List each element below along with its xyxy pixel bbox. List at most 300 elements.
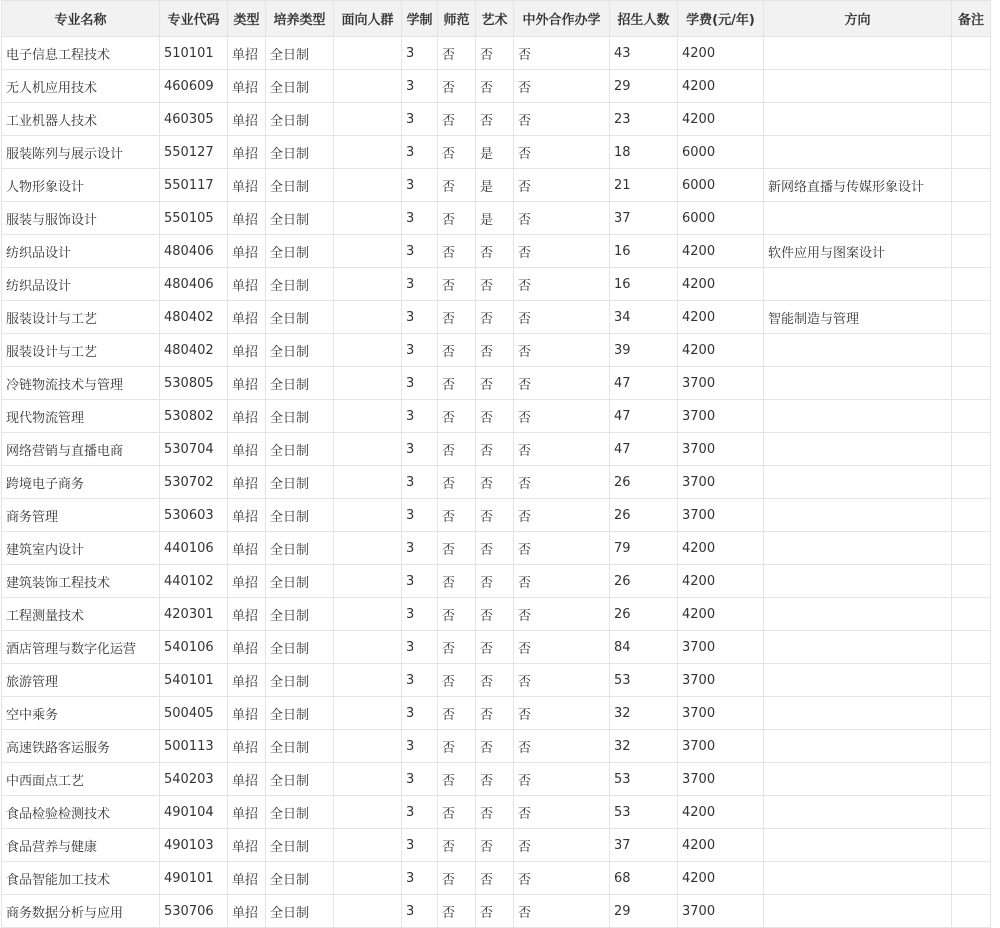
duration-cell: 3 — [402, 268, 438, 301]
direction-cell — [764, 367, 952, 400]
major-code-cell: 530704 — [160, 433, 228, 466]
duration-cell: 3 — [402, 136, 438, 169]
type-cell: 单招 — [228, 565, 266, 598]
major-code-cell: 540101 — [160, 664, 228, 697]
remarks-cell — [952, 103, 991, 136]
major-name-cell: 冷链物流技术与管理 — [2, 367, 160, 400]
target-group-cell — [334, 136, 402, 169]
remarks-cell — [952, 268, 991, 301]
sino-foreign-cell: 否 — [514, 400, 610, 433]
major-code-cell: 480402 — [160, 334, 228, 367]
major-code-cell: 420301 — [160, 598, 228, 631]
type-cell: 单招 — [228, 301, 266, 334]
study-mode-cell: 全日制 — [266, 202, 334, 235]
art-cell: 否 — [476, 532, 514, 565]
tuition-cell: 3700 — [678, 499, 764, 532]
duration-cell: 3 — [402, 829, 438, 862]
tuition-cell: 4200 — [678, 565, 764, 598]
target-group-cell — [334, 169, 402, 202]
major-code-cell: 540203 — [160, 763, 228, 796]
teacher-training-cell: 否 — [438, 70, 476, 103]
enrollment-cell: 29 — [610, 895, 678, 928]
enrollment-cell: 68 — [610, 862, 678, 895]
target-group-cell — [334, 499, 402, 532]
type-cell: 单招 — [228, 136, 266, 169]
table-row — [2, 631, 991, 664]
enrollment-cell: 29 — [610, 70, 678, 103]
art-cell: 否 — [476, 829, 514, 862]
type-cell: 单招 — [228, 598, 266, 631]
art-cell: 否 — [476, 895, 514, 928]
header-tuition: 学费(元/年) — [678, 1, 764, 37]
type-cell: 单招 — [228, 400, 266, 433]
tuition-cell: 4200 — [678, 334, 764, 367]
type-cell: 单招 — [228, 169, 266, 202]
sino-foreign-cell: 否 — [514, 103, 610, 136]
study-mode-cell: 全日制 — [266, 664, 334, 697]
study-mode-cell: 全日制 — [266, 268, 334, 301]
table-row — [2, 664, 991, 697]
duration-cell: 3 — [402, 334, 438, 367]
target-group-cell — [334, 730, 402, 763]
remarks-cell — [952, 466, 991, 499]
teacher-training-cell: 否 — [438, 664, 476, 697]
table-header — [2, 1, 991, 37]
duration-cell: 3 — [402, 895, 438, 928]
major-name-cell: 中西面点工艺 — [2, 763, 160, 796]
teacher-training-cell: 否 — [438, 367, 476, 400]
study-mode-cell: 全日制 — [266, 367, 334, 400]
duration-cell: 3 — [402, 37, 438, 70]
teacher-training-cell: 否 — [438, 730, 476, 763]
major-name-cell: 食品智能加工技术 — [2, 862, 160, 895]
enrollment-cell: 39 — [610, 334, 678, 367]
sino-foreign-cell: 否 — [514, 532, 610, 565]
table-row — [2, 37, 991, 70]
major-code-cell: 440106 — [160, 532, 228, 565]
study-mode-cell: 全日制 — [266, 697, 334, 730]
major-name-cell: 网络营销与直播电商 — [2, 433, 160, 466]
art-cell: 否 — [476, 763, 514, 796]
type-cell: 单招 — [228, 334, 266, 367]
direction-cell — [764, 796, 952, 829]
target-group-cell — [334, 433, 402, 466]
art-cell: 否 — [476, 598, 514, 631]
teacher-training-cell: 否 — [438, 433, 476, 466]
direction-cell — [764, 466, 952, 499]
major-code-cell: 490104 — [160, 796, 228, 829]
table-row — [2, 367, 991, 400]
teacher-training-cell: 否 — [438, 334, 476, 367]
sino-foreign-cell: 否 — [514, 334, 610, 367]
study-mode-cell: 全日制 — [266, 532, 334, 565]
major-name-cell: 纺织品设计 — [2, 268, 160, 301]
teacher-training-cell: 否 — [438, 598, 476, 631]
duration-cell: 3 — [402, 103, 438, 136]
target-group-cell — [334, 598, 402, 631]
table-row — [2, 466, 991, 499]
enrollment-cell: 79 — [610, 532, 678, 565]
remarks-cell — [952, 136, 991, 169]
study-mode-cell: 全日制 — [266, 763, 334, 796]
table-row — [2, 301, 991, 334]
type-cell: 单招 — [228, 895, 266, 928]
target-group-cell — [334, 400, 402, 433]
study-mode-cell: 全日制 — [266, 70, 334, 103]
table-row — [2, 499, 991, 532]
art-cell: 否 — [476, 37, 514, 70]
admissions-table — [1, 0, 991, 928]
target-group-cell — [334, 829, 402, 862]
sino-foreign-cell: 否 — [514, 235, 610, 268]
remarks-cell — [952, 499, 991, 532]
art-cell: 否 — [476, 499, 514, 532]
sino-foreign-cell: 否 — [514, 565, 610, 598]
tuition-cell: 6000 — [678, 169, 764, 202]
art-cell: 是 — [476, 136, 514, 169]
duration-cell: 3 — [402, 70, 438, 103]
tuition-cell: 4200 — [678, 268, 764, 301]
teacher-training-cell: 否 — [438, 37, 476, 70]
enrollment-cell: 26 — [610, 598, 678, 631]
enrollment-cell: 16 — [610, 235, 678, 268]
enrollment-cell: 47 — [610, 400, 678, 433]
enrollment-cell: 47 — [610, 433, 678, 466]
table-row — [2, 598, 991, 631]
table-row — [2, 334, 991, 367]
duration-cell: 3 — [402, 235, 438, 268]
header-target-group: 面向人群 — [334, 1, 402, 37]
teacher-training-cell: 否 — [438, 136, 476, 169]
target-group-cell — [334, 862, 402, 895]
target-group-cell — [334, 796, 402, 829]
teacher-training-cell: 否 — [438, 796, 476, 829]
major-code-cell: 490101 — [160, 862, 228, 895]
enrollment-cell: 18 — [610, 136, 678, 169]
major-name-cell: 服装设计与工艺 — [2, 301, 160, 334]
direction-cell — [764, 433, 952, 466]
major-name-cell: 现代物流管理 — [2, 400, 160, 433]
target-group-cell — [334, 565, 402, 598]
major-code-cell: 480406 — [160, 235, 228, 268]
target-group-cell — [334, 466, 402, 499]
teacher-training-cell: 否 — [438, 895, 476, 928]
duration-cell: 3 — [402, 433, 438, 466]
direction-cell — [764, 70, 952, 103]
target-group-cell — [334, 664, 402, 697]
header-art: 艺术 — [476, 1, 514, 37]
teacher-training-cell: 否 — [438, 499, 476, 532]
duration-cell: 3 — [402, 367, 438, 400]
direction-cell — [764, 862, 952, 895]
direction-cell — [764, 697, 952, 730]
type-cell: 单招 — [228, 499, 266, 532]
tuition-cell: 3700 — [678, 433, 764, 466]
direction-cell — [764, 631, 952, 664]
remarks-cell — [952, 664, 991, 697]
enrollment-cell: 32 — [610, 697, 678, 730]
type-cell: 单招 — [228, 433, 266, 466]
remarks-cell — [952, 301, 991, 334]
major-code-cell: 490103 — [160, 829, 228, 862]
remarks-cell — [952, 202, 991, 235]
direction-cell — [764, 136, 952, 169]
major-code-cell: 550117 — [160, 169, 228, 202]
teacher-training-cell: 否 — [438, 631, 476, 664]
remarks-cell — [952, 400, 991, 433]
table-row — [2, 829, 991, 862]
enrollment-cell: 21 — [610, 169, 678, 202]
teacher-training-cell: 否 — [438, 697, 476, 730]
major-code-cell: 530706 — [160, 895, 228, 928]
table-row — [2, 532, 991, 565]
major-code-cell: 540106 — [160, 631, 228, 664]
art-cell: 否 — [476, 664, 514, 697]
major-name-cell: 商务数据分析与应用 — [2, 895, 160, 928]
major-name-cell: 人物形象设计 — [2, 169, 160, 202]
tuition-cell: 3700 — [678, 730, 764, 763]
direction-cell: 新网络直播与传媒形象设计 — [764, 169, 952, 202]
major-name-cell: 建筑室内设计 — [2, 532, 160, 565]
art-cell: 否 — [476, 631, 514, 664]
sino-foreign-cell: 否 — [514, 763, 610, 796]
table-row — [2, 796, 991, 829]
table-row — [2, 763, 991, 796]
remarks-cell — [952, 697, 991, 730]
direction-cell — [764, 334, 952, 367]
sino-foreign-cell: 否 — [514, 268, 610, 301]
remarks-cell — [952, 598, 991, 631]
sino-foreign-cell: 否 — [514, 136, 610, 169]
table-row — [2, 136, 991, 169]
art-cell: 否 — [476, 862, 514, 895]
type-cell: 单招 — [228, 70, 266, 103]
table-row — [2, 202, 991, 235]
study-mode-cell: 全日制 — [266, 37, 334, 70]
direction-cell — [764, 664, 952, 697]
major-name-cell: 工业机器人技术 — [2, 103, 160, 136]
duration-cell: 3 — [402, 730, 438, 763]
enrollment-cell: 37 — [610, 829, 678, 862]
table-row — [2, 169, 991, 202]
sino-foreign-cell: 否 — [514, 169, 610, 202]
duration-cell: 3 — [402, 499, 438, 532]
major-code-cell: 440102 — [160, 565, 228, 598]
enrollment-cell: 53 — [610, 796, 678, 829]
major-code-cell: 530802 — [160, 400, 228, 433]
remarks-cell — [952, 565, 991, 598]
table-row — [2, 565, 991, 598]
teacher-training-cell: 否 — [438, 829, 476, 862]
enrollment-cell: 23 — [610, 103, 678, 136]
study-mode-cell: 全日制 — [266, 235, 334, 268]
major-code-cell: 480406 — [160, 268, 228, 301]
sino-foreign-cell: 否 — [514, 598, 610, 631]
art-cell: 否 — [476, 268, 514, 301]
type-cell: 单招 — [228, 763, 266, 796]
duration-cell: 3 — [402, 697, 438, 730]
direction-cell — [764, 829, 952, 862]
remarks-cell — [952, 829, 991, 862]
enrollment-cell: 16 — [610, 268, 678, 301]
sino-foreign-cell: 否 — [514, 631, 610, 664]
direction-cell — [764, 103, 952, 136]
major-name-cell: 服装陈列与展示设计 — [2, 136, 160, 169]
major-name-cell: 服装设计与工艺 — [2, 334, 160, 367]
table-row — [2, 268, 991, 301]
enrollment-cell: 26 — [610, 499, 678, 532]
direction-cell — [764, 400, 952, 433]
table-row — [2, 433, 991, 466]
table-row — [2, 400, 991, 433]
remarks-cell — [952, 37, 991, 70]
sino-foreign-cell: 否 — [514, 664, 610, 697]
enrollment-cell: 26 — [610, 565, 678, 598]
type-cell: 单招 — [228, 103, 266, 136]
header-sino-foreign: 中外合作办学 — [514, 1, 610, 37]
enrollment-cell: 32 — [610, 730, 678, 763]
header-major-name: 专业名称 — [2, 1, 160, 37]
direction-cell: 软件应用与图案设计 — [764, 235, 952, 268]
direction-cell — [764, 37, 952, 70]
tuition-cell: 4200 — [678, 70, 764, 103]
major-code-cell: 460305 — [160, 103, 228, 136]
enrollment-cell: 43 — [610, 37, 678, 70]
enrollment-cell: 47 — [610, 367, 678, 400]
table-row — [2, 697, 991, 730]
art-cell: 否 — [476, 433, 514, 466]
header-type: 类型 — [228, 1, 266, 37]
target-group-cell — [334, 235, 402, 268]
study-mode-cell: 全日制 — [266, 862, 334, 895]
table-row — [2, 862, 991, 895]
type-cell: 单招 — [228, 631, 266, 664]
type-cell: 单招 — [228, 697, 266, 730]
tuition-cell: 3700 — [678, 466, 764, 499]
remarks-cell — [952, 70, 991, 103]
teacher-training-cell: 否 — [438, 103, 476, 136]
enrollment-cell: 53 — [610, 763, 678, 796]
study-mode-cell: 全日制 — [266, 499, 334, 532]
target-group-cell — [334, 301, 402, 334]
sino-foreign-cell: 否 — [514, 730, 610, 763]
study-mode-cell: 全日制 — [266, 433, 334, 466]
sino-foreign-cell: 否 — [514, 37, 610, 70]
enrollment-cell: 34 — [610, 301, 678, 334]
major-code-cell: 530805 — [160, 367, 228, 400]
teacher-training-cell: 否 — [438, 565, 476, 598]
type-cell: 单招 — [228, 664, 266, 697]
direction-cell — [764, 598, 952, 631]
art-cell: 否 — [476, 367, 514, 400]
tuition-cell: 3700 — [678, 631, 764, 664]
study-mode-cell: 全日制 — [266, 466, 334, 499]
target-group-cell — [334, 532, 402, 565]
target-group-cell — [334, 70, 402, 103]
study-mode-cell: 全日制 — [266, 565, 334, 598]
art-cell: 否 — [476, 103, 514, 136]
enrollment-cell: 53 — [610, 664, 678, 697]
study-mode-cell: 全日制 — [266, 103, 334, 136]
type-cell: 单招 — [228, 829, 266, 862]
major-name-cell: 食品检验检测技术 — [2, 796, 160, 829]
tuition-cell: 4200 — [678, 235, 764, 268]
target-group-cell — [334, 268, 402, 301]
teacher-training-cell: 否 — [438, 763, 476, 796]
remarks-cell — [952, 796, 991, 829]
tuition-cell: 3700 — [678, 895, 764, 928]
type-cell: 单招 — [228, 202, 266, 235]
major-name-cell: 旅游管理 — [2, 664, 160, 697]
duration-cell: 3 — [402, 631, 438, 664]
major-code-cell: 460609 — [160, 70, 228, 103]
type-cell: 单招 — [228, 862, 266, 895]
direction-cell: 智能制造与管理 — [764, 301, 952, 334]
tuition-cell: 4200 — [678, 796, 764, 829]
study-mode-cell: 全日制 — [266, 730, 334, 763]
art-cell: 是 — [476, 169, 514, 202]
header-major-code: 专业代码 — [160, 1, 228, 37]
tuition-cell: 4200 — [678, 532, 764, 565]
art-cell: 否 — [476, 796, 514, 829]
direction-cell — [764, 895, 952, 928]
major-name-cell: 食品营养与健康 — [2, 829, 160, 862]
study-mode-cell: 全日制 — [266, 631, 334, 664]
tuition-cell: 4200 — [678, 103, 764, 136]
major-name-cell: 酒店管理与数字化运营 — [2, 631, 160, 664]
header-study-mode: 培养类型 — [266, 1, 334, 37]
art-cell: 否 — [476, 400, 514, 433]
tuition-cell: 3700 — [678, 763, 764, 796]
duration-cell: 3 — [402, 169, 438, 202]
remarks-cell — [952, 763, 991, 796]
major-name-cell: 服装与服饰设计 — [2, 202, 160, 235]
tuition-cell: 4200 — [678, 37, 764, 70]
table-row — [2, 103, 991, 136]
table-row — [2, 895, 991, 928]
major-name-cell: 纺织品设计 — [2, 235, 160, 268]
teacher-training-cell: 否 — [438, 532, 476, 565]
table-row — [2, 70, 991, 103]
remarks-cell — [952, 367, 991, 400]
teacher-training-cell: 否 — [438, 301, 476, 334]
type-cell: 单招 — [228, 37, 266, 70]
study-mode-cell: 全日制 — [266, 796, 334, 829]
art-cell: 否 — [476, 697, 514, 730]
sino-foreign-cell: 否 — [514, 697, 610, 730]
study-mode-cell: 全日制 — [266, 169, 334, 202]
sino-foreign-cell: 否 — [514, 301, 610, 334]
major-name-cell: 电子信息工程技术 — [2, 37, 160, 70]
header-duration: 学制 — [402, 1, 438, 37]
enrollment-cell: 26 — [610, 466, 678, 499]
table-row — [2, 730, 991, 763]
major-name-cell: 无人机应用技术 — [2, 70, 160, 103]
teacher-training-cell: 否 — [438, 268, 476, 301]
type-cell: 单招 — [228, 466, 266, 499]
study-mode-cell: 全日制 — [266, 895, 334, 928]
major-name-cell: 工程测量技术 — [2, 598, 160, 631]
header-teacher-training: 师范 — [438, 1, 476, 37]
art-cell: 否 — [476, 301, 514, 334]
sino-foreign-cell: 否 — [514, 499, 610, 532]
direction-cell — [764, 268, 952, 301]
type-cell: 单招 — [228, 268, 266, 301]
teacher-training-cell: 否 — [438, 202, 476, 235]
duration-cell: 3 — [402, 598, 438, 631]
duration-cell: 3 — [402, 400, 438, 433]
duration-cell: 3 — [402, 532, 438, 565]
